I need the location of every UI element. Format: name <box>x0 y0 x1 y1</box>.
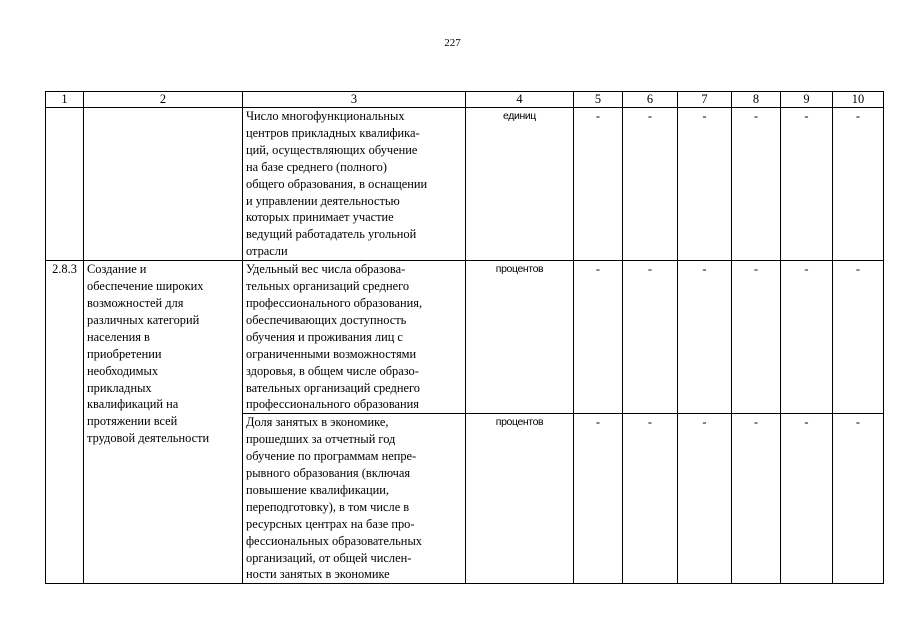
indicator-cell <box>243 414 466 584</box>
value-cell: - <box>833 261 884 414</box>
header-cell: 6 <box>623 92 678 108</box>
table-header-row <box>46 92 884 108</box>
indicators-table <box>45 91 884 584</box>
indicator-cell <box>243 108 466 261</box>
value-cell: - <box>574 108 623 261</box>
value-cell: - <box>623 414 678 584</box>
value-cell: - <box>732 414 781 584</box>
table-row <box>46 108 884 261</box>
indicator-text: Число многофункциональных центров прикладных квалифика- ций, осуществляющих обучение на базе среднего (полного) общего образования, в оснащении и управлении деятельностью которых принимает участие ведущий работадатель угольной отрасли <box>246 109 428 259</box>
value-cell: - <box>678 108 732 261</box>
value-cell: - <box>833 108 884 261</box>
indicator-text: Удельный вес числа образова- тельных организаций среднего профессионального образования, обеспечивающих доступность обучения и проживания лиц с ограниченными возможностями здоровья, в общем числе образо- вательных организаций среднего профессионального образования <box>246 262 423 412</box>
page-number: 227 <box>444 37 461 49</box>
value-cell: - <box>732 261 781 414</box>
header-cell: 8 <box>732 92 781 108</box>
value-cell: - <box>623 108 678 261</box>
indicator-text: Доля занятых в экономике, прошедших за отчетный год обучение по программам непре- рывного образования (включая повышение квалификации, переподготовку), в том числе в ресурсных центрах на базе про- фессиональных образовательных организаций, от общей числен- ности занятых в экономике <box>246 415 422 582</box>
value-cell: - <box>732 108 781 261</box>
value-cell: - <box>781 261 833 414</box>
table-row <box>46 261 884 414</box>
value-cell: - <box>781 414 833 584</box>
header-cell: 5 <box>574 92 623 108</box>
unit-cell: процентов <box>466 414 574 584</box>
header-cell: 1 <box>46 92 84 108</box>
header-cell: 4 <box>466 92 574 108</box>
header-cell: 9 <box>781 92 833 108</box>
header-cell: 3 <box>243 92 466 108</box>
item-number-cell: 2.8.3 <box>46 261 84 584</box>
header-cell: 7 <box>678 92 732 108</box>
value-cell: - <box>574 261 623 414</box>
task-cell <box>84 108 243 261</box>
value-cell: - <box>781 108 833 261</box>
value-cell: - <box>678 414 732 584</box>
item-number-cell <box>46 108 84 261</box>
header-cell: 10 <box>833 92 884 108</box>
unit-cell: единиц <box>466 108 574 261</box>
unit-cell: процентов <box>466 261 574 414</box>
value-cell: - <box>833 414 884 584</box>
value-cell: - <box>574 414 623 584</box>
task-text: Создание и обеспечение широких возможностей для различных категорий населения в приобретении необходимых прикладных квалификаций на протяжении всей трудовой деятельности <box>87 262 210 446</box>
indicator-cell <box>243 261 466 414</box>
task-cell <box>84 261 243 584</box>
header-cell: 2 <box>84 92 243 108</box>
value-cell: - <box>623 261 678 414</box>
value-cell: - <box>678 261 732 414</box>
